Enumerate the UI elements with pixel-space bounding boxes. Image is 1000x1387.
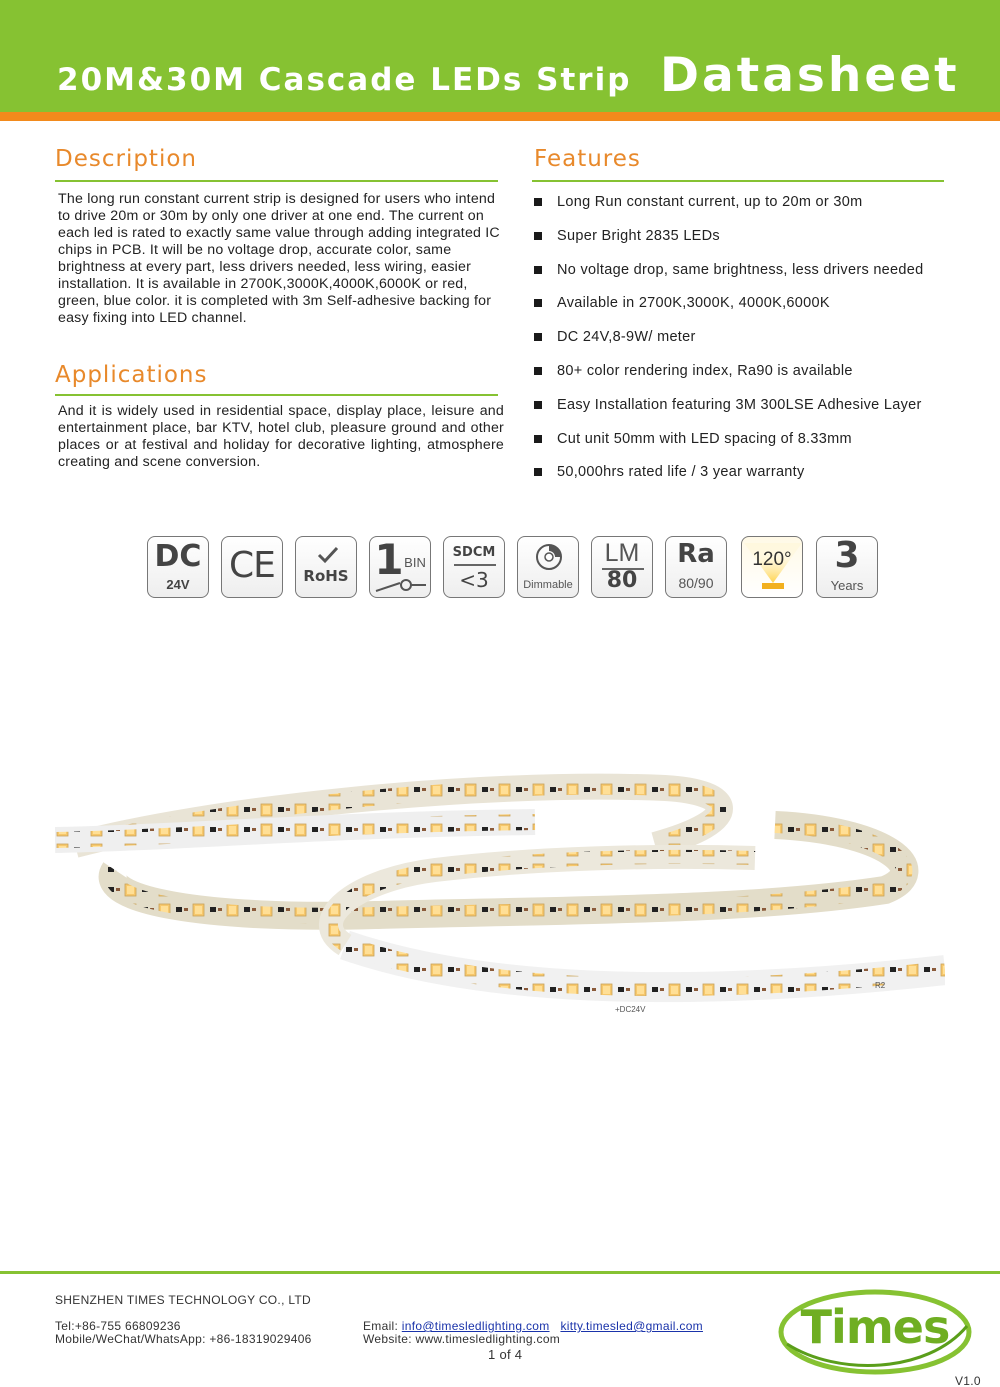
times-logo bbox=[777, 1286, 973, 1376]
feature-item: Long Run constant current, up to 20m or 30m bbox=[532, 192, 972, 226]
description-heading: Description bbox=[55, 146, 197, 172]
badge-rohs-text: RoHS bbox=[303, 567, 349, 585]
badge-years-number: 3 bbox=[834, 536, 860, 576]
badge-sdcm-text: SDCM bbox=[452, 545, 496, 560]
feature-item: Cut unit 50mm with LED spacing of 8.33mm bbox=[532, 429, 972, 463]
email-link-info[interactable]: info@timesledlighting.com bbox=[401, 1319, 550, 1333]
company-name: SHENZHEN TIMES TECHNOLOGY CO., LTD bbox=[55, 1293, 312, 1307]
applications-text: And it is widely used in residential space, display place, leisure and entertainment place, bar KTV, hotel club, pleasure ground and other places or at festival and holiday for decorative lighting, atmosphere creating and scene conversion. bbox=[58, 403, 504, 470]
footer-rule bbox=[0, 1271, 1000, 1274]
dc-24v-badge bbox=[147, 536, 209, 598]
applications-rule bbox=[55, 394, 498, 396]
badge-dc-voltage: 24V bbox=[166, 577, 190, 592]
feature-item: 50,000hrs rated life / 3 year warranty bbox=[532, 462, 972, 496]
logo-text: Times bbox=[800, 1300, 950, 1354]
ce-badge bbox=[221, 536, 283, 598]
feature-item: Easy Installation featuring 3M 300LSE Adhesive Layer bbox=[532, 395, 972, 429]
ra-badge bbox=[665, 536, 727, 598]
strip-label-dc: +DC24V bbox=[615, 1005, 646, 1014]
feature-item: Super Bright 2835 LEDs bbox=[532, 226, 972, 260]
dimmer-icon bbox=[533, 541, 565, 573]
checkmark-icon bbox=[316, 545, 340, 565]
description-rule bbox=[55, 180, 498, 182]
warranty-years-badge bbox=[816, 536, 878, 598]
document-title: 20M&30M Cascade LEDs Strip bbox=[57, 62, 632, 98]
bin-link-icon bbox=[374, 577, 428, 595]
features-heading: Features bbox=[534, 146, 641, 172]
email-label: Email: bbox=[363, 1319, 399, 1333]
lm-80-badge bbox=[591, 536, 653, 598]
square-bullet-icon bbox=[534, 299, 542, 307]
features-list bbox=[532, 192, 972, 496]
badge-dimmable-text: Dimmable bbox=[523, 579, 573, 591]
features-rule bbox=[532, 180, 944, 182]
feature-item: DC 24V,8-9W/ meter bbox=[532, 327, 972, 361]
description-text: The long run constant current strip is designed for users who intend to drive 20m or 30m by only one driver at one end. The current on each led is rated to exactly same value through adding integrated IC chips in PCB. It will be no voltage drop, accurate color, same brightness at every part, less drivers needed, less wiring, easier installation. It is available in 2700K,3000K,4000K,6000K or red, green, blue color. it is completed with 3m Self-adhesive backing for easy fixing into LED channel. bbox=[58, 191, 500, 326]
one-bin-badge bbox=[369, 536, 431, 598]
badge-sdcm-divider bbox=[454, 564, 496, 566]
badge-dc-text: DC bbox=[154, 539, 202, 574]
ce-mark-icon: CE bbox=[229, 545, 275, 586]
square-bullet-icon bbox=[534, 232, 542, 240]
square-bullet-icon bbox=[534, 401, 542, 409]
badge-lm-value: 80 bbox=[606, 568, 638, 593]
email-line bbox=[363, 1319, 703, 1333]
document-type-label: Datasheet bbox=[660, 48, 960, 103]
badge-bin-text: BIN bbox=[404, 555, 426, 570]
beam-angle-badge bbox=[741, 536, 803, 598]
square-bullet-icon bbox=[534, 468, 542, 476]
badge-ra-text: Ra bbox=[677, 539, 715, 569]
square-bullet-icon bbox=[534, 266, 542, 274]
square-bullet-icon bbox=[534, 198, 542, 206]
square-bullet-icon bbox=[534, 333, 542, 341]
mobile-contact: Mobile/WeChat/WhatsApp: +86-18319029406 bbox=[55, 1332, 312, 1346]
website-link[interactable]: Website: www.timesledlighting.com bbox=[363, 1332, 561, 1346]
badge-years-text: Years bbox=[830, 578, 864, 593]
sdcm-badge bbox=[443, 536, 505, 598]
feature-item: No voltage drop, same brightness, less drivers needed bbox=[532, 260, 972, 294]
square-bullet-icon bbox=[534, 435, 542, 443]
badge-lm-text: LM bbox=[604, 539, 640, 567]
feature-item: Available in 2700K,3000K, 4000K,6000K bbox=[532, 293, 972, 327]
header-accent-bar bbox=[0, 112, 1000, 121]
badge-bin-number: 1 bbox=[374, 536, 404, 584]
rohs-badge bbox=[295, 536, 357, 598]
telephone: Tel:+86-755 66809236 bbox=[55, 1319, 181, 1333]
badge-sdcm-value: <3 bbox=[459, 568, 489, 592]
square-bullet-icon bbox=[534, 367, 542, 375]
applications-heading: Applications bbox=[55, 362, 208, 388]
strip-label-r: R2 bbox=[875, 981, 886, 990]
page-number: 1 of 4 bbox=[488, 1347, 523, 1362]
dimmable-badge bbox=[517, 536, 579, 598]
led-strip-product-image bbox=[55, 760, 945, 1060]
version-label: V1.0 bbox=[955, 1374, 981, 1387]
email-link-kitty[interactable]: kitty.timesled@gmail.com bbox=[560, 1319, 703, 1333]
badge-ra-value: 80/90 bbox=[678, 575, 714, 591]
badge-angle-text: 120° bbox=[752, 549, 792, 570]
feature-item: 80+ color rendering index, Ra90 is available bbox=[532, 361, 972, 395]
